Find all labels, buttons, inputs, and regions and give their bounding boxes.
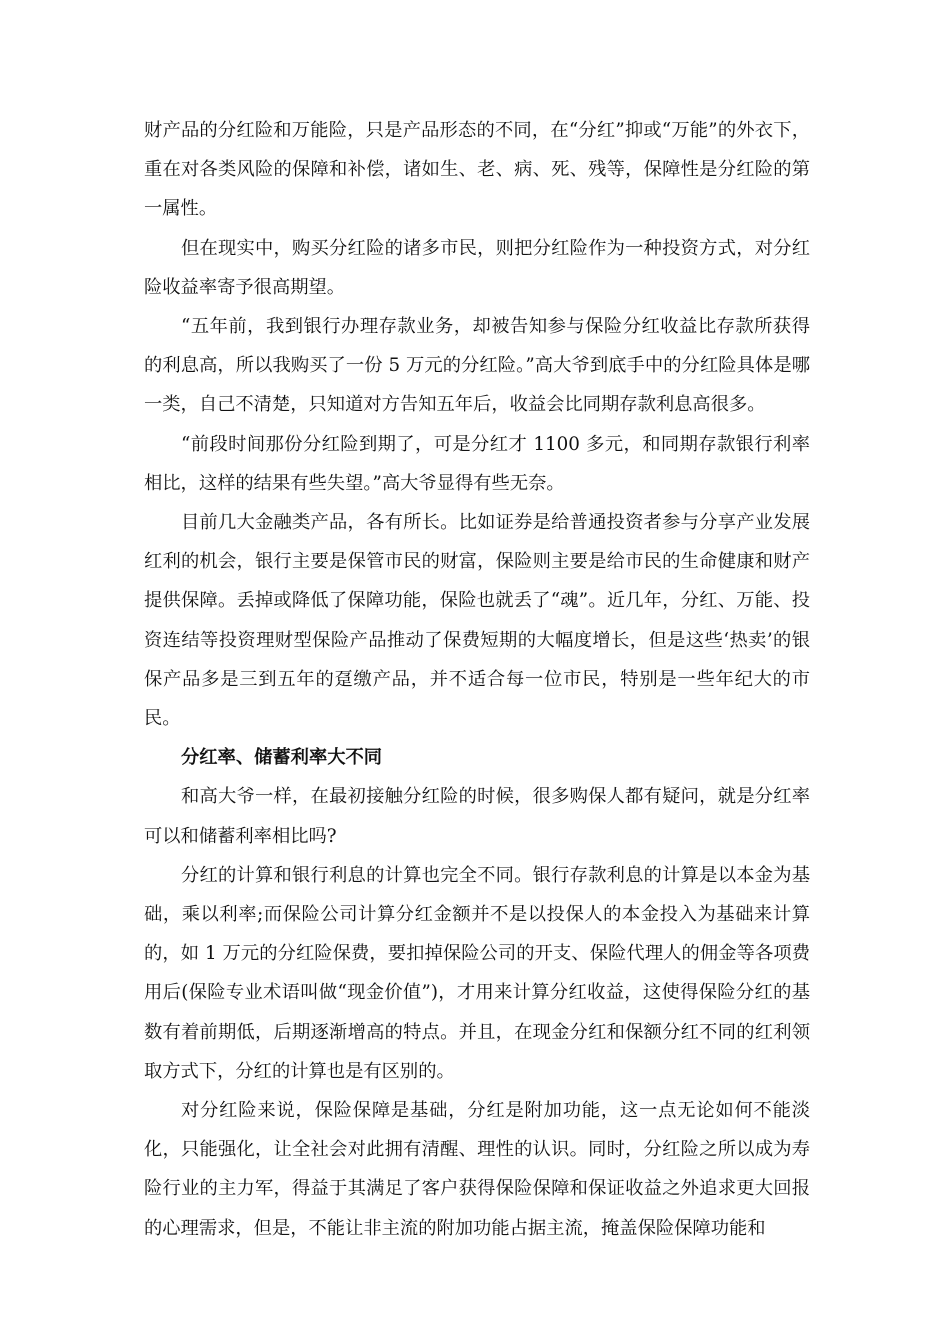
document-body [144, 111, 810, 1248]
paragraph-2: 但在现实中，购买分红险的诸多市民，则把分红险作为一种投资方式，对分红险收益率寄予很高期望。 [144, 237, 810, 298]
paragraph-7: 分红的计算和银行利息的计算也完全不同。银行存款利息的计算是以本金为基础，乘以利率;而保险公司计算分红金额并不是以投保人的本金投入为基础来计算的，如 1 万元的分红险保费，要扣掉保险公司的开支、保险代理人的佣金等各项费用后(保险专业术语叫做“现金价值”)，才用来计算分红收益，这使得保险分红的基数有着前期低，后期逐渐增高的特点。并且，在现金分红和保额分红不同的红利领取方式下，分红的计算也是有区别的。 [144, 864, 810, 1082]
section-heading: 分红率、储蓄利率大不同 [181, 747, 383, 769]
paragraph-3: “五年前，我到银行办理存款业务，却被告知参与保险分红收益比存款所获得的利息高，所以我购买了一份 5 万元的分红险。”高大爷到底手中的分红险具体是哪一类，自己不清楚，只知道对方告知五年后，收益会比同期存款利息高很多。 [144, 316, 810, 416]
paragraph-6: 和高大爷一样，在最初接触分红险的时候，很多购保人都有疑问，就是分红率可以和储蓄利率相比吗? [144, 786, 810, 847]
paragraph-8: 对分红险来说，保险保障是基础，分红是附加功能，这一点无论如何不能淡化，只能强化，让全社会对此拥有清醒、理性的认识。同时，分红险之所以成为寿险行业的主力军，得益于其满足了客户获得保险保障和保证收益之外追求更大回报的心理需求，但是，不能让非主流的附加功能占据主流，掩盖保险保障功能和 [144, 1100, 810, 1239]
paragraph-5: 目前几大金融类产品，各有所长。比如证券是给普通投资者参与分享产业发展红利的机会，银行主要是保管市民的财富，保险则主要是给市民的生命健康和财产提供保障。丢掉或降低了保障功能，保险也就丢了“魂”。近几年，分红、万能、投资连结等投资理财型保险产品推动了保费短期的大幅度增长，但是这些‘热卖’的银保产品多是三到五年的趸缴产品，并不适合每一位市民，特别是一些年纪大的市民。 [144, 512, 810, 730]
paragraph-1: 财产品的分红险和万能险，只是产品形态的不同，在“分红”抑或“万能”的外衣下，重在对各类风险的保障和补偿，诸如生、老、病、死、残等，保障性是分红险的第一属性。 [144, 120, 810, 220]
paragraph-4: “前段时间那份分红险到期了，可是分红才 1100 多元，和同期存款银行利率相比，这样的结果有些失望。”高大爷显得有些无奈。 [144, 433, 810, 494]
